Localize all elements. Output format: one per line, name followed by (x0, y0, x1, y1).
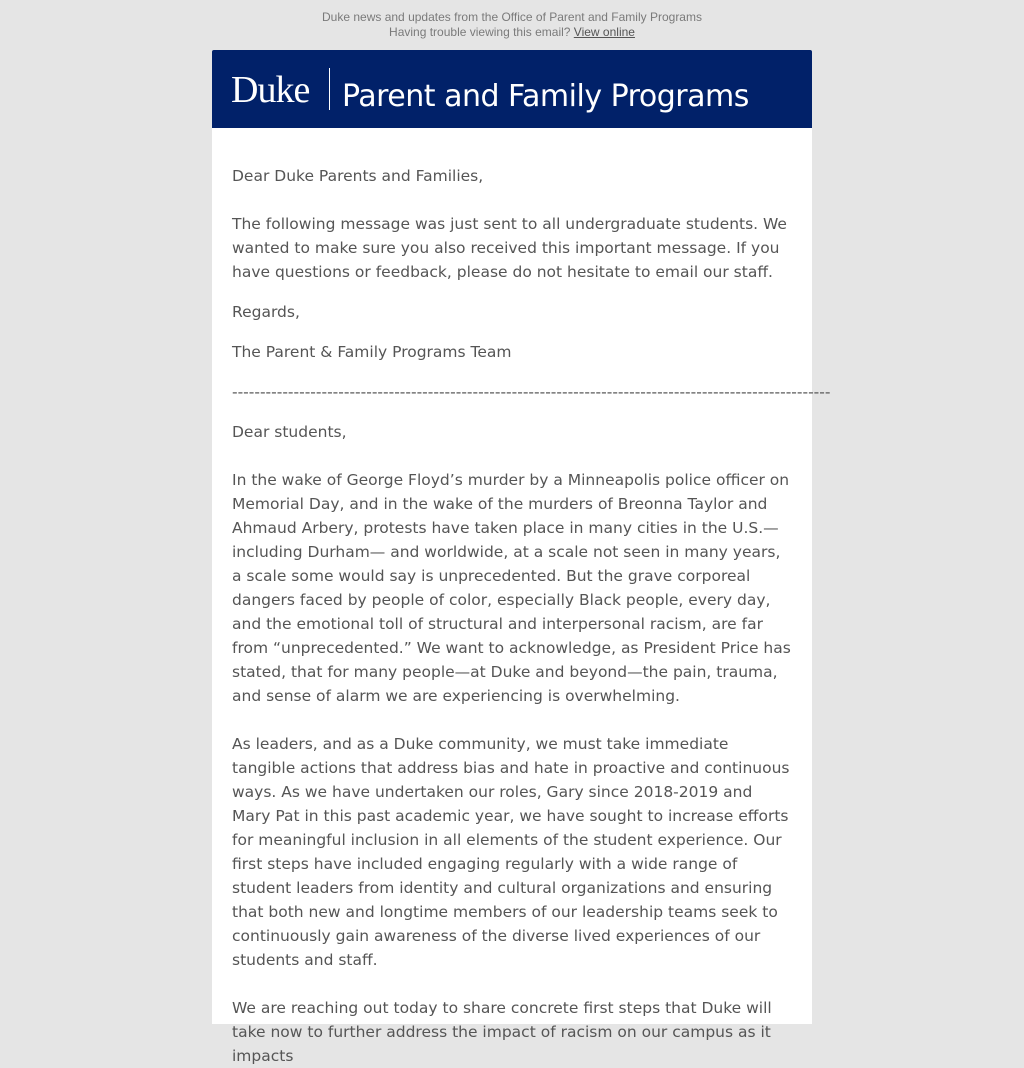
greeting: Dear Duke Parents and Families, (232, 167, 484, 185)
logo-divider (329, 68, 330, 110)
preheader-text: Duke news and updates from the Office of Parent and Family Programs (322, 10, 702, 24)
email-preheader (0, 10, 1024, 40)
email-header-banner (212, 50, 812, 128)
body-paragraph-2: As leaders, and as a Duke community, we must take immediate tangible actions that address bias and hate in proactive and continuous ways. As we have undertaken our roles, Gary since 2018-2019 and Mary Pat in this past academic year, we have sought to increase efforts for meaningful inclusion in all elements of the student experience. Our first steps have included engaging regularly with a wide range of student leaders from identity and cultural organizations and ensuring that both new and longtime members of our leadership teams seek to continuously gain awareness of the diverse lived experiences of our students and staff. (232, 735, 790, 969)
message-text (232, 164, 831, 1068)
duke-logo[interactable]: Duke (231, 69, 310, 111)
regards: Regards, (232, 303, 300, 321)
dashed-divider: ----------------------------------------------------------------------------------------------------------- (232, 383, 831, 401)
header-title: Parent and Family Programs (342, 79, 749, 114)
body-paragraph-1: In the wake of George Floyd’s murder by a Minneapolis police officer on Memorial Day, and in the wake of the murders of Breonna Taylor and Ahmaud Arbery, protests have taken place in many cities in the U.S.—including Durham— and worldwide, at a scale not seen in many years, a scale some would say is unprecedented. But the grave corporeal dangers faced by people of color, especially Black people, every day, and the emotional toll of structural and interpersonal racism, are far from “unprecedented.” We want to acknowledge, as President Price has stated, that for many people—at Duke and beyond—the pain, trauma, and sense of alarm we are experiencing is overwhelming. (232, 471, 791, 705)
email-body (212, 128, 831, 1065)
student-greeting: Dear students, (232, 423, 347, 441)
preheader-trouble-text: Having trouble viewing this email? (389, 25, 574, 39)
preheader-trouble-line (0, 25, 1024, 40)
view-online-link[interactable]: View online (573, 25, 635, 39)
intro-paragraph: The following message was just sent to all undergraduate students. We wanted to make sure you also received this important message. If you have questions or feedback, please do not hesitate to email our staff. (232, 215, 787, 281)
body-paragraph-3: We are reaching out today to share concrete first steps that Duke will take now to further address the impact of racism on our campus as it impacts (232, 999, 772, 1065)
signature: The Parent & Family Programs Team (232, 343, 512, 361)
